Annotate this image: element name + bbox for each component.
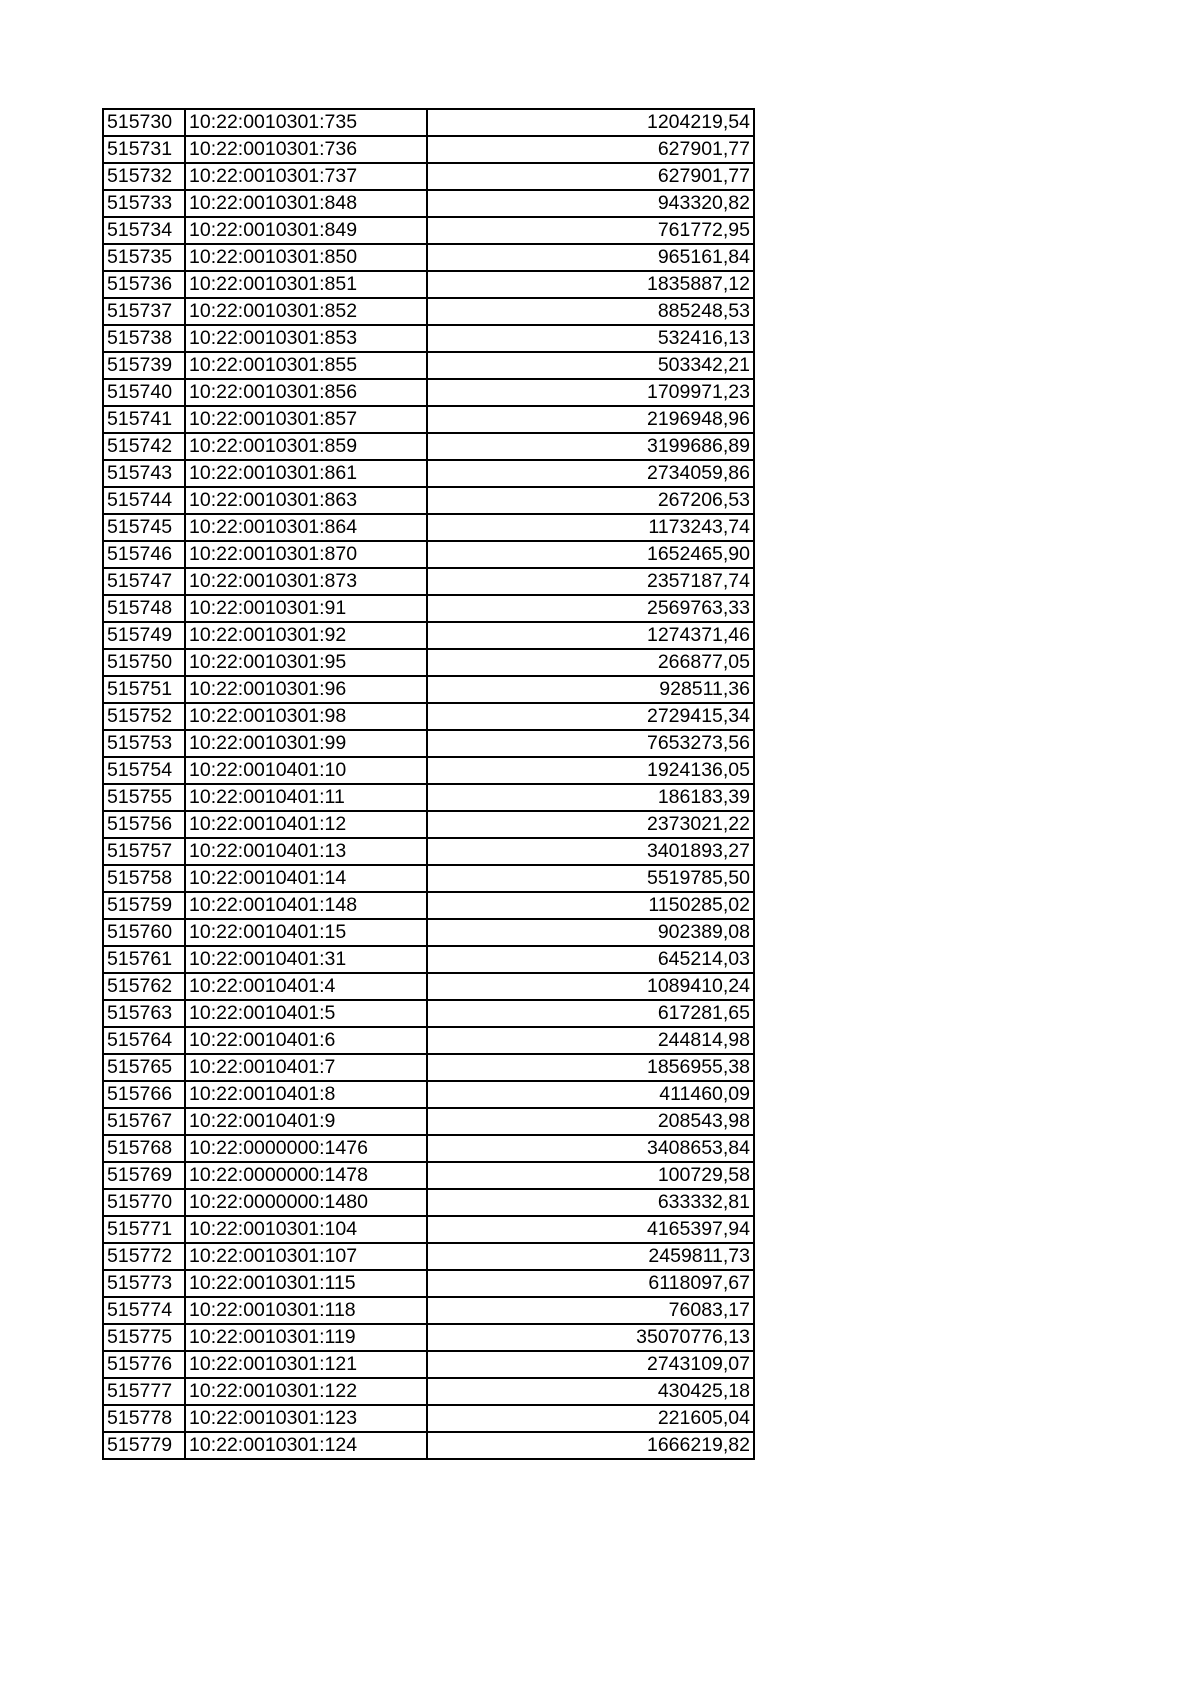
table-row	[103, 919, 754, 946]
row-id-cell: 515775	[103, 1324, 185, 1351]
cadastral-number-cell: 10:22:0010301:107	[185, 1243, 427, 1270]
value-cell: 208543,98	[427, 1108, 754, 1135]
value-cell: 2373021,22	[427, 811, 754, 838]
cadastral-number-cell: 10:22:0010301:736	[185, 136, 427, 163]
table-row	[103, 973, 754, 1000]
cadastral-number-cell: 10:22:0010401:14	[185, 865, 427, 892]
cadastral-number-cell: 10:22:0010301:95	[185, 649, 427, 676]
value-cell: 2459811,73	[427, 1243, 754, 1270]
value-cell: 2729415,34	[427, 703, 754, 730]
value-cell: 617281,65	[427, 1000, 754, 1027]
table-row	[103, 1081, 754, 1108]
table-row	[103, 892, 754, 919]
row-id-cell: 515751	[103, 676, 185, 703]
cadastral-number-cell: 10:22:0010401:13	[185, 838, 427, 865]
table-row	[103, 406, 754, 433]
value-cell: 627901,77	[427, 136, 754, 163]
value-cell: 6118097,67	[427, 1270, 754, 1297]
table-row	[103, 757, 754, 784]
table-row	[103, 136, 754, 163]
row-id-cell: 515753	[103, 730, 185, 757]
row-id-cell: 515738	[103, 325, 185, 352]
value-cell: 532416,13	[427, 325, 754, 352]
cadastral-number-cell: 10:22:0010301:735	[185, 109, 427, 136]
cadastral-number-cell: 10:22:0010301:856	[185, 379, 427, 406]
value-cell: 503342,21	[427, 352, 754, 379]
table-row	[103, 352, 754, 379]
value-cell: 1204219,54	[427, 109, 754, 136]
table-row	[103, 379, 754, 406]
cadastral-number-cell: 10:22:0010301:91	[185, 595, 427, 622]
table-row	[103, 676, 754, 703]
row-id-cell: 515732	[103, 163, 185, 190]
cadastral-number-cell: 10:22:0010401:15	[185, 919, 427, 946]
table-row	[103, 703, 754, 730]
row-id-cell: 515735	[103, 244, 185, 271]
value-cell: 35070776,13	[427, 1324, 754, 1351]
cadastral-number-cell: 10:22:0010401:7	[185, 1054, 427, 1081]
cadastral-number-cell: 10:22:0010301:98	[185, 703, 427, 730]
cadastral-number-cell: 10:22:0010401:6	[185, 1027, 427, 1054]
table-row	[103, 1351, 754, 1378]
row-id-cell: 515747	[103, 568, 185, 595]
row-id-cell: 515748	[103, 595, 185, 622]
cadastral-number-cell: 10:22:0010301:848	[185, 190, 427, 217]
cadastral-number-cell: 10:22:0010301:864	[185, 514, 427, 541]
row-id-cell: 515740	[103, 379, 185, 406]
row-id-cell: 515733	[103, 190, 185, 217]
value-cell: 100729,58	[427, 1162, 754, 1189]
row-id-cell: 515772	[103, 1243, 185, 1270]
table-row	[103, 433, 754, 460]
value-cell: 645214,03	[427, 946, 754, 973]
row-id-cell: 515754	[103, 757, 185, 784]
row-id-cell: 515760	[103, 919, 185, 946]
table-row	[103, 1000, 754, 1027]
value-cell: 1835887,12	[427, 271, 754, 298]
table-row	[103, 1216, 754, 1243]
cadastral-number-cell: 10:22:0010301:850	[185, 244, 427, 271]
table-row	[103, 271, 754, 298]
cadastral-number-cell: 10:22:0010301:737	[185, 163, 427, 190]
value-cell: 1666219,82	[427, 1432, 754, 1459]
row-id-cell: 515743	[103, 460, 185, 487]
cadastral-number-cell: 10:22:0010401:148	[185, 892, 427, 919]
table-row	[103, 109, 754, 136]
table-row	[103, 217, 754, 244]
row-id-cell: 515774	[103, 1297, 185, 1324]
table-row	[103, 1108, 754, 1135]
cadastral-number-cell: 10:22:0010301:115	[185, 1270, 427, 1297]
cadastral-number-cell: 10:22:0010301:853	[185, 325, 427, 352]
row-id-cell: 515776	[103, 1351, 185, 1378]
row-id-cell: 515730	[103, 109, 185, 136]
row-id-cell: 515773	[103, 1270, 185, 1297]
table-row	[103, 1135, 754, 1162]
table-row	[103, 325, 754, 352]
value-cell: 3408653,84	[427, 1135, 754, 1162]
table-row	[103, 622, 754, 649]
table-row	[103, 1189, 754, 1216]
value-cell: 761772,95	[427, 217, 754, 244]
value-cell: 186183,39	[427, 784, 754, 811]
cadastral-number-cell: 10:22:0010301:121	[185, 1351, 427, 1378]
table-row	[103, 163, 754, 190]
value-cell: 267206,53	[427, 487, 754, 514]
table-row	[103, 811, 754, 838]
value-cell: 5519785,50	[427, 865, 754, 892]
cadastral-number-cell: 10:22:0010301:859	[185, 433, 427, 460]
cadastral-number-cell: 10:22:0010401:10	[185, 757, 427, 784]
row-id-cell: 515731	[103, 136, 185, 163]
table-row	[103, 298, 754, 325]
table-row	[103, 784, 754, 811]
value-cell: 1709971,23	[427, 379, 754, 406]
cadastral-number-cell: 10:22:0010401:4	[185, 973, 427, 1000]
cadastral-number-cell: 10:22:0010401:31	[185, 946, 427, 973]
table-row	[103, 1027, 754, 1054]
table-row	[103, 730, 754, 757]
cadastral-number-cell: 10:22:0010301:96	[185, 676, 427, 703]
table-row	[103, 568, 754, 595]
table-row	[103, 1243, 754, 1270]
row-id-cell: 515745	[103, 514, 185, 541]
cadastral-number-cell: 10:22:0010401:8	[185, 1081, 427, 1108]
row-id-cell: 515765	[103, 1054, 185, 1081]
cadastral-number-cell: 10:22:0010301:870	[185, 541, 427, 568]
table-row	[103, 1270, 754, 1297]
table-row	[103, 541, 754, 568]
row-id-cell: 515766	[103, 1081, 185, 1108]
cadastral-number-cell: 10:22:0010301:118	[185, 1297, 427, 1324]
value-cell: 928511,36	[427, 676, 754, 703]
cadastral-value-table	[102, 108, 755, 1460]
value-cell: 1274371,46	[427, 622, 754, 649]
row-id-cell: 515759	[103, 892, 185, 919]
row-id-cell: 515764	[103, 1027, 185, 1054]
table-row	[103, 1162, 754, 1189]
row-id-cell: 515755	[103, 784, 185, 811]
row-id-cell: 515741	[103, 406, 185, 433]
table-row	[103, 1054, 754, 1081]
value-cell: 2743109,07	[427, 1351, 754, 1378]
row-id-cell: 515767	[103, 1108, 185, 1135]
table-row	[103, 1432, 754, 1459]
value-cell: 411460,09	[427, 1081, 754, 1108]
cadastral-number-cell: 10:22:0010301:119	[185, 1324, 427, 1351]
table-row	[103, 649, 754, 676]
row-id-cell: 515763	[103, 1000, 185, 1027]
row-id-cell: 515744	[103, 487, 185, 514]
row-id-cell: 515746	[103, 541, 185, 568]
table-row	[103, 595, 754, 622]
row-id-cell: 515756	[103, 811, 185, 838]
value-cell: 1924136,05	[427, 757, 754, 784]
value-cell: 627901,77	[427, 163, 754, 190]
table-row	[103, 1378, 754, 1405]
table-row	[103, 1324, 754, 1351]
row-id-cell: 515734	[103, 217, 185, 244]
row-id-cell: 515752	[103, 703, 185, 730]
cadastral-number-cell: 10:22:0010301:122	[185, 1378, 427, 1405]
cadastral-number-cell: 10:22:0010401:11	[185, 784, 427, 811]
cadastral-number-cell: 10:22:0010301:99	[185, 730, 427, 757]
table-row	[103, 514, 754, 541]
value-cell: 943320,82	[427, 190, 754, 217]
cadastral-number-cell: 10:22:0000000:1476	[185, 1135, 427, 1162]
value-cell: 885248,53	[427, 298, 754, 325]
row-id-cell: 515779	[103, 1432, 185, 1459]
cadastral-number-cell: 10:22:0010301:857	[185, 406, 427, 433]
value-cell: 902389,08	[427, 919, 754, 946]
value-cell: 7653273,56	[427, 730, 754, 757]
table-row	[103, 1405, 754, 1432]
row-id-cell: 515770	[103, 1189, 185, 1216]
value-cell: 76083,17	[427, 1297, 754, 1324]
value-cell: 2357187,74	[427, 568, 754, 595]
table-row	[103, 460, 754, 487]
row-id-cell: 515742	[103, 433, 185, 460]
cadastral-number-cell: 10:22:0000000:1478	[185, 1162, 427, 1189]
row-id-cell: 515750	[103, 649, 185, 676]
table-row	[103, 1297, 754, 1324]
table-row	[103, 865, 754, 892]
cadastral-number-cell: 10:22:0010401:9	[185, 1108, 427, 1135]
row-id-cell: 515749	[103, 622, 185, 649]
value-cell: 965161,84	[427, 244, 754, 271]
cadastral-number-cell: 10:22:0010301:855	[185, 352, 427, 379]
row-id-cell: 515777	[103, 1378, 185, 1405]
table-body	[103, 109, 754, 1459]
cadastral-number-cell: 10:22:0010301:861	[185, 460, 427, 487]
cadastral-number-cell: 10:22:0010301:123	[185, 1405, 427, 1432]
value-cell: 221605,04	[427, 1405, 754, 1432]
table-row	[103, 838, 754, 865]
value-cell: 633332,81	[427, 1189, 754, 1216]
value-cell: 244814,98	[427, 1027, 754, 1054]
value-cell: 1856955,38	[427, 1054, 754, 1081]
row-id-cell: 515762	[103, 973, 185, 1000]
row-id-cell: 515739	[103, 352, 185, 379]
row-id-cell: 515758	[103, 865, 185, 892]
row-id-cell: 515757	[103, 838, 185, 865]
cadastral-number-cell: 10:22:0010301:873	[185, 568, 427, 595]
value-cell: 3401893,27	[427, 838, 754, 865]
row-id-cell: 515736	[103, 271, 185, 298]
cadastral-number-cell: 10:22:0010301:849	[185, 217, 427, 244]
cadastral-number-cell: 10:22:0010301:92	[185, 622, 427, 649]
table-row	[103, 946, 754, 973]
value-cell: 1652465,90	[427, 541, 754, 568]
cadastral-number-cell: 10:22:0010401:12	[185, 811, 427, 838]
cadastral-number-cell: 10:22:0010301:851	[185, 271, 427, 298]
cadastral-number-cell: 10:22:0010301:852	[185, 298, 427, 325]
value-cell: 2734059,86	[427, 460, 754, 487]
row-id-cell: 515769	[103, 1162, 185, 1189]
value-cell: 1089410,24	[427, 973, 754, 1000]
value-cell: 1150285,02	[427, 892, 754, 919]
cadastral-number-cell: 10:22:0000000:1480	[185, 1189, 427, 1216]
value-cell: 430425,18	[427, 1378, 754, 1405]
row-id-cell: 515737	[103, 298, 185, 325]
row-id-cell: 515771	[103, 1216, 185, 1243]
table-row	[103, 487, 754, 514]
cadastral-number-cell: 10:22:0010301:104	[185, 1216, 427, 1243]
cadastral-number-cell: 10:22:0010401:5	[185, 1000, 427, 1027]
value-cell: 3199686,89	[427, 433, 754, 460]
table-row	[103, 190, 754, 217]
value-cell: 2196948,96	[427, 406, 754, 433]
value-cell: 4165397,94	[427, 1216, 754, 1243]
cadastral-number-cell: 10:22:0010301:863	[185, 487, 427, 514]
cadastral-number-cell: 10:22:0010301:124	[185, 1432, 427, 1459]
row-id-cell: 515761	[103, 946, 185, 973]
row-id-cell: 515778	[103, 1405, 185, 1432]
table-row	[103, 244, 754, 271]
value-cell: 266877,05	[427, 649, 754, 676]
value-cell: 1173243,74	[427, 514, 754, 541]
value-cell: 2569763,33	[427, 595, 754, 622]
row-id-cell: 515768	[103, 1135, 185, 1162]
